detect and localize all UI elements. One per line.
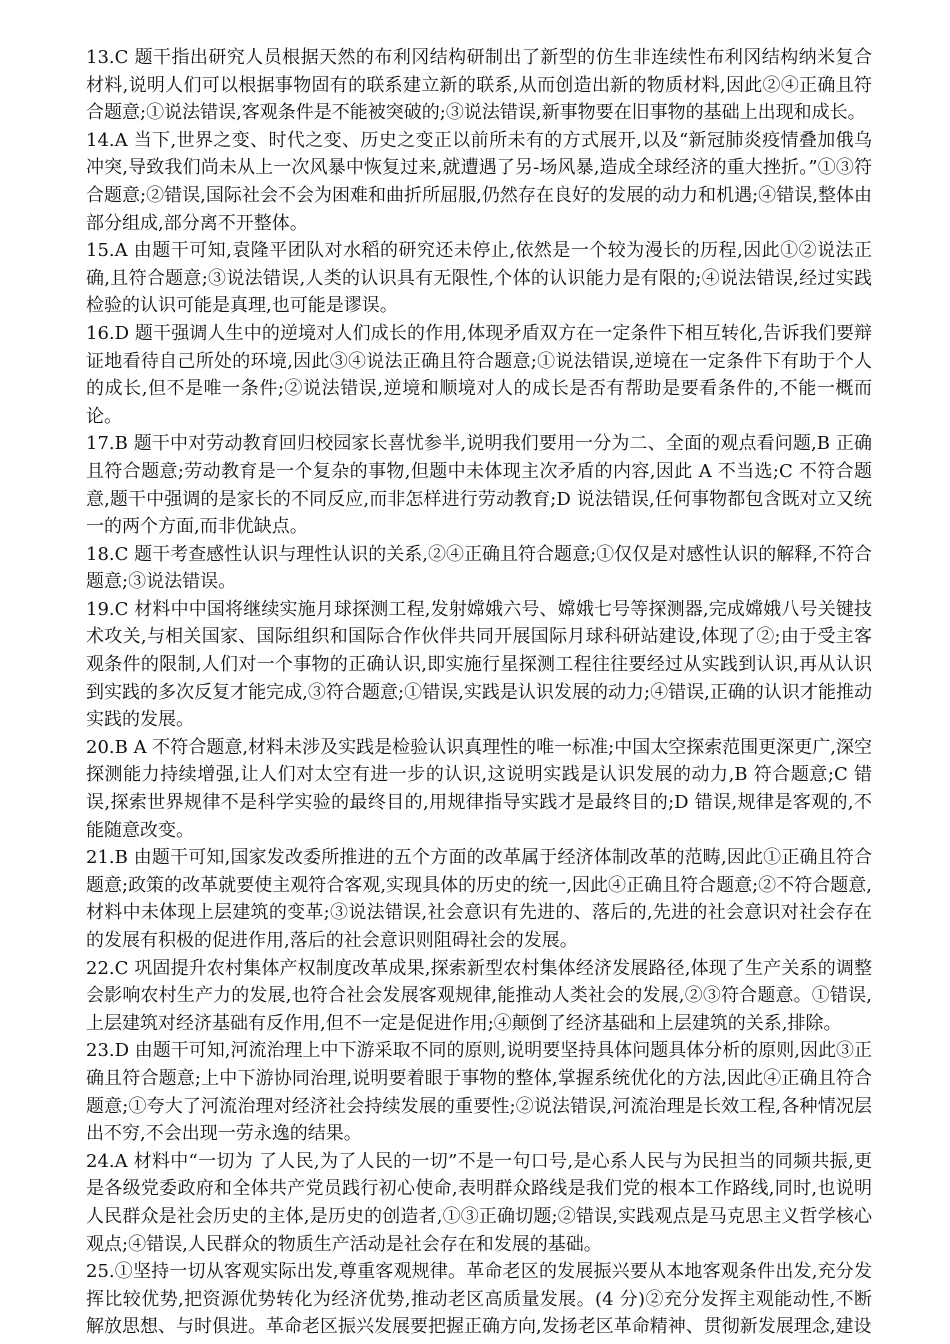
answer-13: 13.C 题干指出研究人员根据天然的布利冈结构研制出了新型的仿生非连续性布利冈结构纳米复合材料,说明人们可以根据事物固有的联系建立新的联系,从而创造出新的物质材料,因此②④正确且符合题意;①说法错误,客观条件是不能被突破的;③说法错误,新事物要在旧事物的基础上出现和成长。 [86, 47, 872, 124]
answer-23: 23.D 由题干可知,河流治理上中下游采取不同的原则,说明要坚持具体问题具体分析的原则,因此③正确且符合题意;上中下游协同治理,说明要着眼于事物的整体,掌握系统优化的方法,因此④正确且符合题意;①夸大了河流治理对经济社会持续发展的重要性;②说法错误,河流治理是长效工程,各种情况层出不穷,不会出现一劳永逸的结果。 [86, 1040, 872, 1145]
answer-17: 17.B 题干中对劳动教育回归校园家长喜忧参半,说明我们要用一分为二、全面的观点看问题,B 正确且符合题意;劳动教育是一个复杂的事物,但题中未体现主次矛盾的内容,因此 A 不当选;C 不符合题意,题干中强调的是家长的不同反应,而非怎样进行劳动教育;D 说法错误,任何事物都包含既对立又统一的两个方面,而非优缺点。 [86, 433, 872, 538]
answer-14: 14.A 当下,世界之变、时代之变、历史之变正以前所未有的方式展开,以及“新冠肺炎疫情叠加俄乌冲突,导致我们尚未从上一次风暴中恢复过来,就遭遇了另-场风暴,造成全球经济的重大挫折。”①③符合题意;②错误,国际社会不会为困难和曲折所屈服,仍然存在良好的发展的动力和机遇;④错误,整体由部分组成,部分离不开整体。 [86, 129, 872, 234]
answer-15: 15.A 由题干可知,袁隆平团队对水稻的研究还未停止,依然是一个较为漫长的历程,因此①②说法正确,且符合题意;③说法错误,人类的认识具有无限性,个体的认识能力是有限的;④说法错误,经过实践检验的认识可能是真理,也可能是谬误。 [86, 240, 872, 317]
answer-24: 24.A 材料中“一切为 了人民,为了人民的一切”不是一句口号,是心系人民与为民担当的同频共振,更是各级党委政府和全体共产党员践行初心使命,表明群众路线是我们党的根本工作路线,同时,也说明人民群众是社会历史的主体,是历史的创造者,①③正确切题;②错误,实践观点是马克思主义哲学核心观点;④错误,人民群众的物质生产活动是社会存在和发展的基础。 [86, 1150, 872, 1255]
answer-explanations [86, 44, 872, 1341]
answer-25: 25.①坚持一切从客观实际出发,尊重客观规律。革命老区的发展振兴要从本地客观条件出发,充分发挥比较优势,把资源优势转化为经济优势,推动老区高质量发展。(4 分)②充分发挥主观能动性,不断解放思想、与时俱进。革命老区振兴发展要把握正确方向,发扬老区革命精神、贯彻新发展理念,建设 [86, 1261, 872, 1338]
answer-21: 21.B 由题干可知,国家发改委所推进的五个方面的改革属于经济体制改革的范畴,因此①正确且符合题意;政策的改革就要使主观符合客观,实现具体的历史的统一,因此④正确且符合题意;②不符合题意,材料中未体现上层建筑的变革;③说法错误,社会意识有先进的、落后的,先进的社会意识对社会存在的发展有积极的促进作用,落后的社会意识则阻碍社会的发展。 [86, 847, 872, 951]
answer-16: 16.D 题干强调人生中的逆境对人们成长的作用,体现矛盾双方在一定条件下相互转化,告诉我们要辩证地看待自己所处的环境,因此③④说法正确且符合题意;①说法错误,逆境在一定条件下有助于个人的成长,但不是唯一条件;②说法错误,逆境和顺境对人的成长是否有帮助是要看条件的,不能一概而论。 [86, 322, 872, 427]
answer-18: 18.C 题干考查感性认识与理性认识的关系,②④正确且符合题意;①仅仅是对感性认识的解释,不符合题意;③说法错误。 [86, 543, 872, 593]
answer-22: 22.C 巩固提升农村集体产权制度改革成果,探索新型农村集体经济发展路径,体现了生产关系的调整会影响农村生产力的发展,也符合社会发展客观规律,能推动人类社会的发展,②③符合题意。①错误,上层建筑对经济基础有反作用,但不一定是促进作用;④颠倒了经济基础和上层建筑的关系,排除。 [86, 957, 872, 1034]
answer-19: 19.C 材料中中国将继续实施月球探测工程,发射嫦娥六号、嫦娥七号等探测器,完成嫦娥八号关键技术攻关,与相关国家、国际组织和国际合作伙伴共同开展国际月球科研站建设,体现了②;由于受主客观条件的限制,人们对一个事物的正确认识,即实施行星探测工程往往要经过从实践到认识,再从认识到实践的多次反复才能完成,③符合题意;①错误,实践是认识发展的动力;④错误,正确的认识才能推动实践的发展。 [86, 598, 872, 731]
answer-20: 20.B A 不符合题意,材料未涉及实践是检验认识真理性的唯一标准;中国太空探索范围更深更广,深空探测能力持续增强,让人们对太空有进一步的认识,这说明实践是认识发展的动力,B 符合题意;C 错误,探索世界规律不是科学实验的最终目的,用规律指导实践才是最终目的;D 错误,规律是客观的,不能随意改变。 [86, 736, 872, 841]
